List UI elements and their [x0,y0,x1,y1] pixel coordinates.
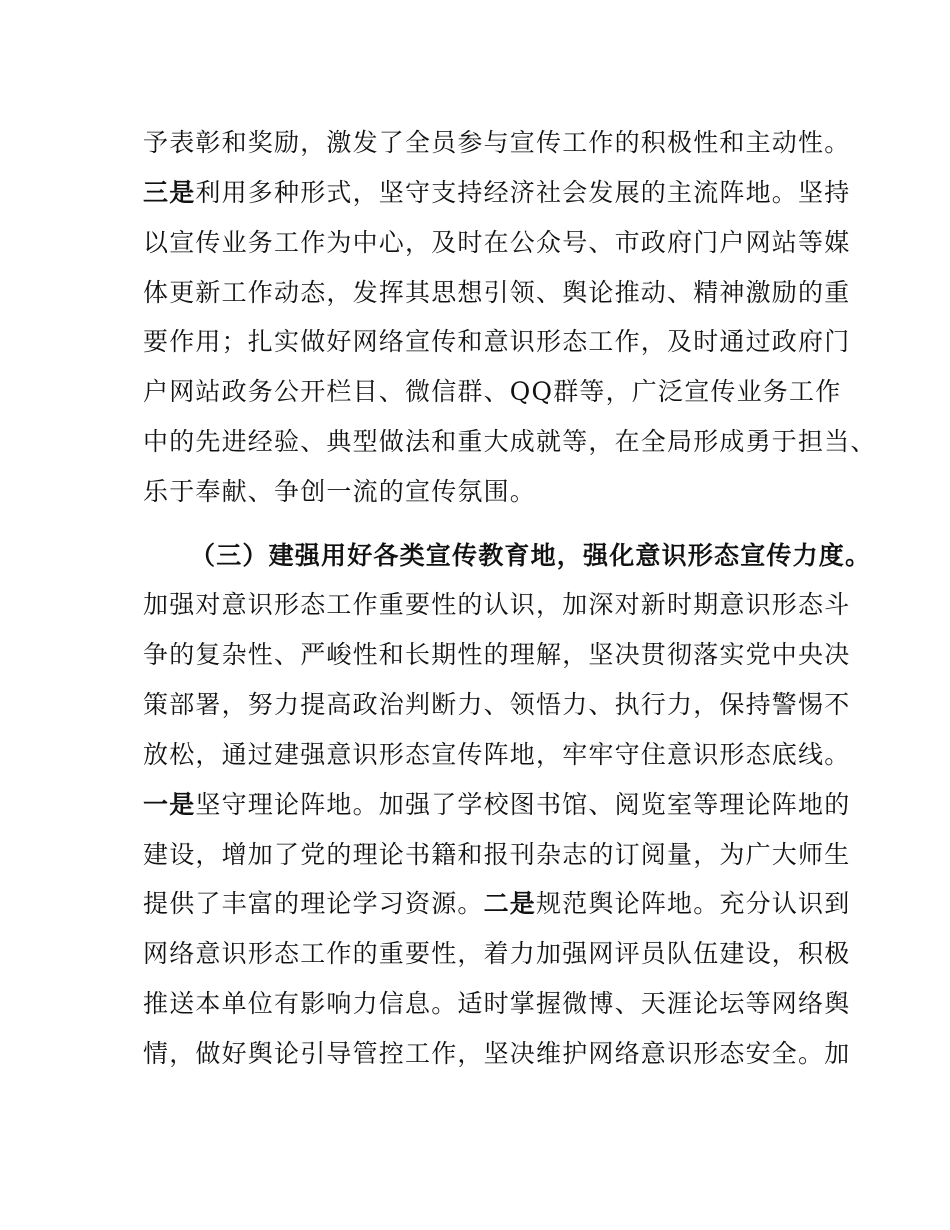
text-run: 利用多种形式，坚守支持经济社会发展的主流阵地。坚持 [195,178,851,207]
bold-lead: 三是 [143,178,196,207]
section-heading [190,541,871,571]
text-line [143,228,850,258]
text-run: 情，做好舆论引导管控工作，坚决维护网络意识形态安全。加 [143,1039,851,1068]
text-run: 中的先进经验、典型做法和重大成就等，在全局形成勇于担当、 [143,427,877,456]
text-run: 坚守理论阵地。加强了学校图书馆、阅览室等理论阵地的 [195,790,851,819]
text-run: 建设，增加了党的理论书籍和报刊杂志的订阅量，为广大师生 [143,840,851,869]
heading-text: （三）建强用好各类宣传教育地，强化意识形态宣传力度。 [190,541,872,570]
text-line [143,278,850,308]
text-run: 以宣传业务工作为中心，及时在公众号、市政府门户网站等媒 [143,228,851,257]
text-line [143,327,850,357]
text-run: 推送本单位有影响力信息。适时掌握微博、天涯论坛等网络舆 [143,989,851,1018]
text-run: 加强对意识形态工作重要性的认识，加深对新时期意识形态斗 [143,590,851,619]
text-run: 放松，通过建强意识形态宣传阵地，牢牢守住意识形态底线。 [143,740,851,769]
text-run: 策部署，努力提高政治判断力、领悟力、执行力，保持警惕不 [143,690,851,719]
text-line [143,690,850,720]
text-run: 规范舆论阵地。充分认识到 [536,889,851,918]
text-run: 户网站政务公开栏目、微信群、QQ群等，广泛宣传业务工作 [143,377,842,406]
text-line [143,1039,850,1069]
text-line [143,989,850,1019]
text-line [143,740,850,770]
bold-lead: 二是 [483,889,537,918]
text-run: 提供了丰富的理论学习资源。 [143,889,484,918]
text-run: 体更新工作动态，发挥其思想引领、舆论推动、精神激励的重 [143,278,851,307]
bold-lead: 一是 [143,790,196,819]
text-run: 争的复杂性、严峻性和长期性的理解，坚决贯彻落实党中央决 [143,640,851,669]
text-line [143,477,536,507]
text-line [143,790,850,820]
text-run: 乐于奉献、争创一流的宣传氛围。 [143,477,537,506]
text-run: 网络意识形态工作的重要性，着力加强网评员队伍建设，积极 [143,939,851,968]
text-line [143,128,850,158]
text-run: 予表彰和奖励，激发了全员参与宣传工作的积极性和主动性。 [143,128,851,157]
text-line [143,889,850,919]
text-line [143,939,850,969]
text-line [143,377,841,407]
text-line [143,178,850,208]
text-line [143,590,850,620]
text-line [143,640,850,670]
text-line [143,427,877,457]
text-run: 要作用；扎实做好网络宣传和意识形态工作，及时通过政府门 [143,327,851,356]
text-line [143,840,850,870]
